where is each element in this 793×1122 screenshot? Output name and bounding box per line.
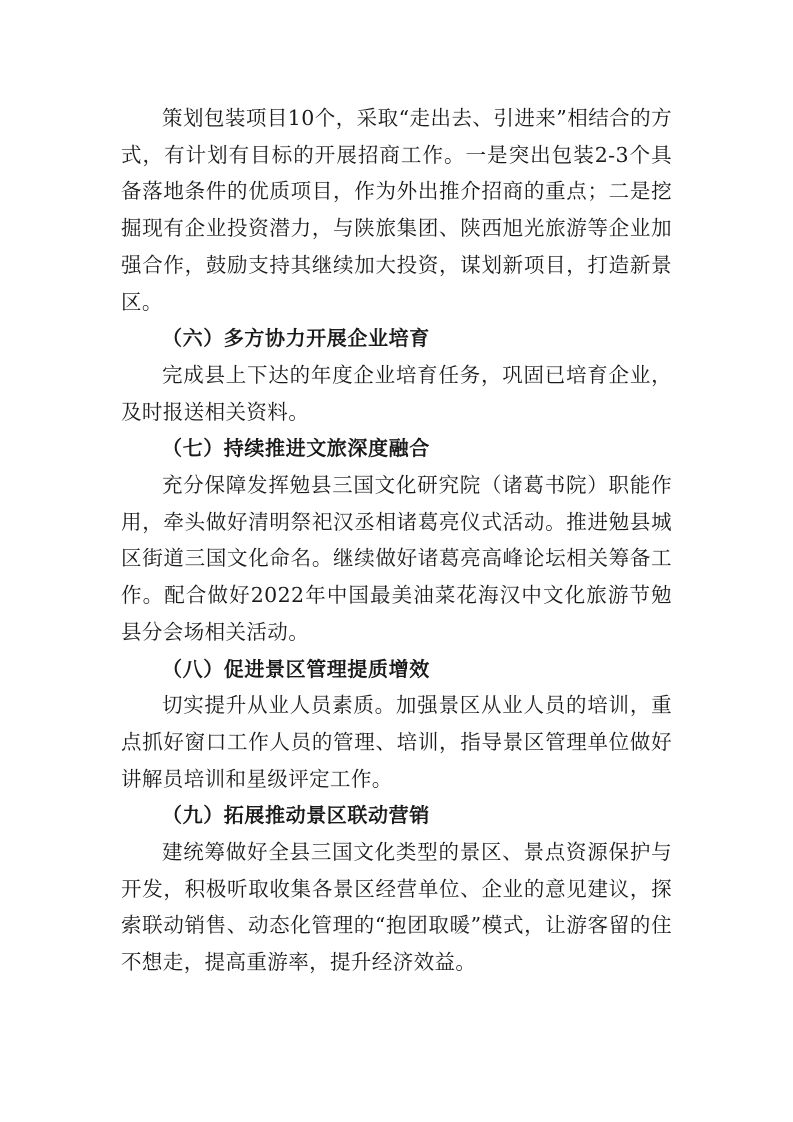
section-heading-8: （八）促进景区管理提质增效 — [162, 656, 430, 681]
paragraph-enterprise-cultivation: 完成县上下达的年度企业培育任务，巩固已培育企业，及时报送相关资料。 — [121, 362, 672, 424]
paragraph-joint-marketing: 建统筹做好全县三国文化类型的景区、景点资源保护与开发，积极听取收集各景区经营单位、企业的意见建议，探索联动销售、动态化管理的“抱团取暖”模式，让游客留的住不想走，提高重游率，提升经济效益。 — [121, 840, 672, 975]
section-heading-6: （六）多方协力开展企业培育 — [162, 326, 430, 351]
document-body — [121, 100, 672, 981]
paragraph-culture-tourism: 充分保障发挥勉县三国文化研究院（诸葛书院）职能作用，牵头做好清明祭祀汉丞相诸葛亮仪式活动。推进勉县城区街道三国文化命名。继续做好诸葛亮高峰论坛相关筹备工作。配合做好2022年中国最美油菜花海汉中文化旅游节勉县分会场相关活动。 — [121, 473, 672, 644]
paragraph-scenic-management: 切实提升从业人员素质。加强景区从业人员的培训，重点抓好窗口工作人员的管理、培训，指导景区管理单位做好讲解员培训和星级评定工作。 — [121, 693, 672, 791]
paragraph-investment-projects: 策划包装项目10个，采取“走出去、引进来”相结合的方式，有计划有目标的开展招商工作。一是突出包装2-3个具备落地条件的优质项目，作为外出推介招商的重点；二是挖掘现有企业投资潜力，与陕旅集团、陕西旭光旅游等企业加强合作，鼓励支持其继续加大投资，谋划新项目，打造新景区。 — [121, 106, 672, 314]
section-heading-9: （九）拓展推动景区联动营销 — [162, 803, 430, 828]
section-heading-7: （七）持续推进文旅深度融合 — [162, 436, 430, 461]
